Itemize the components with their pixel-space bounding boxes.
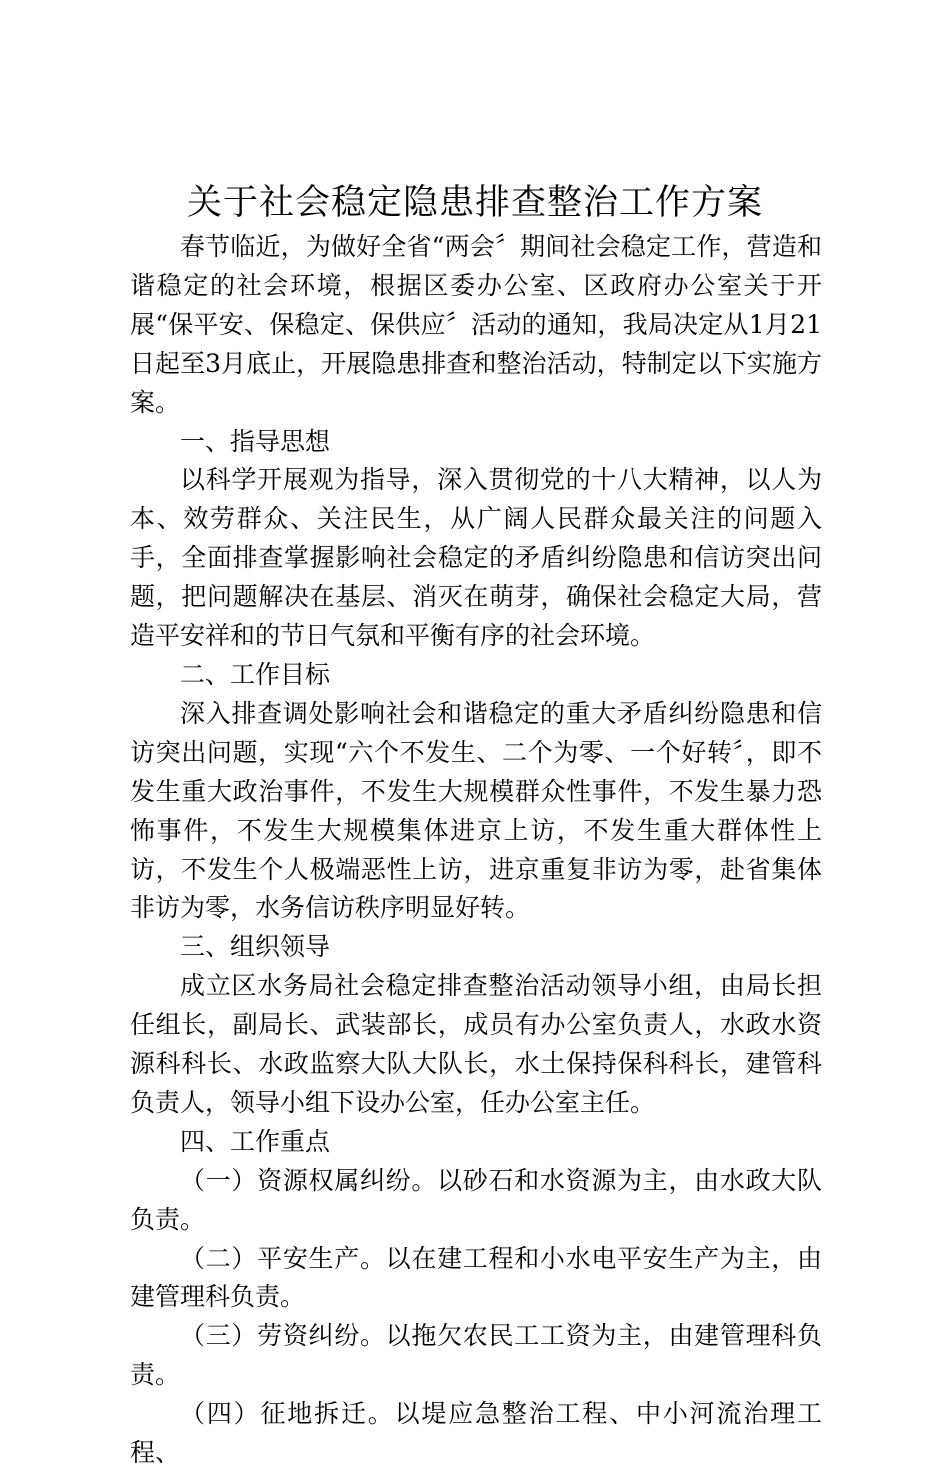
work-focus-item-resource-disputes: （一）资源权属纠纷。以砂石和水资源为主，由水政大队负责。 bbox=[130, 1165, 822, 1234]
work-focus-item-safety-production: （二）平安生产。以在建工程和小水电平安生产为主，由建管理科负责。 bbox=[130, 1243, 822, 1312]
section-paragraph-work-goals: 深入排查调处影响社会和谐稳定的重大矛盾纠纷隐患和信访突出问题，实现“六个不发生、二个为零、一个好转〞，即不发生重大政治事件，不发生大规模群众性事件，不发生暴力恐怖事件，不发生大规模集体进京上访，不发生重大群体性上访，不发生个人极端恶性上访，进京重复非访为零，赴省集体非访为零，水务信访秩序明显好转。 bbox=[130, 698, 822, 923]
work-focus-item-land-requisition: （四）征地拆迁。以堤应急整治工程、中小河流治理工程、 bbox=[130, 1399, 822, 1468]
section-heading-organization-leadership: 三、组织领导 bbox=[180, 932, 331, 962]
section-paragraph-organization-leadership: 成立区水务局社会稳定排查整治活动领导小组，由局长担任组长，副局长、武装部长，成员有办公室负责人，水政水资源科科长、水政监察大队大队长，水土保持保科科长，建管科负责人，领导小组下设办公室，任办公室主任。 bbox=[130, 971, 822, 1117]
document-body bbox=[130, 228, 822, 1473]
section-heading-work-focus: 四、工作重点 bbox=[180, 1126, 331, 1156]
section-heading-work-goals: 二、工作目标 bbox=[180, 659, 331, 689]
section-heading-guiding-ideology: 一、指导思想 bbox=[180, 426, 331, 456]
document-title: 关于社会稳定隐患排查整治工作方案 bbox=[186, 183, 763, 223]
work-focus-item-labor-disputes: （三）劳资纠纷。以拖欠农民工工资为主，由建管理科负责。 bbox=[130, 1321, 822, 1390]
intro-paragraph: 春节临近，为做好全省“两会〞期间社会稳定工作，营造和谐稳定的社会环境，根据区委办公室、区政府办公室关于开展“保平安、保稳定、保供应〞活动的通知，我局决定从1月21日起至3月底止，开展隐患排查和整治活动，特制定以下实施方案。 bbox=[130, 232, 822, 417]
section-paragraph-guiding-ideology: 以科学开展观为指导，深入贯彻党的十八大精神，以人为本、效劳群众、关注民生，从广阔人民群众最关注的问题入手，全面排查掌握影响社会稳定的矛盾纠纷隐患和信访突出问题，把问题解决在基层、消灭在萌芽，确保社会稳定大局，营造平安祥和的节日气氛和平衡有序的社会环境。 bbox=[130, 465, 822, 651]
